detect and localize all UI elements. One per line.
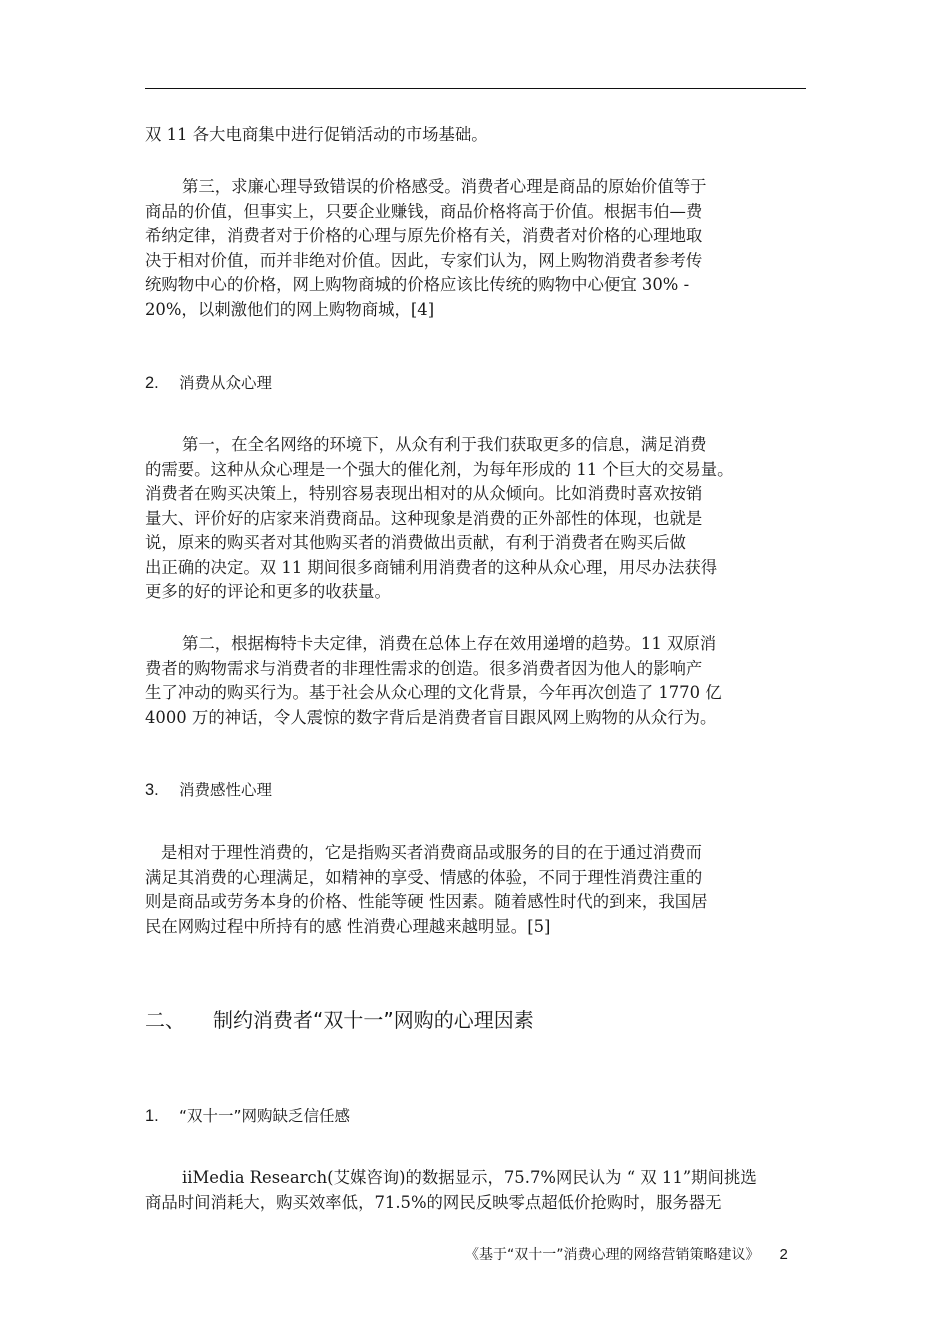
paragraph-continuation — [145, 123, 817, 148]
text-line: 决于相对价值，而并非绝对价值。因此，专家们认为，网上购物消费者参考传 — [145, 250, 703, 270]
section-heading-two — [145, 1004, 534, 1033]
text-line: 满足其消费的心理满足，如精神的享受、情感的体验，不同于理性消费注重的 — [145, 867, 703, 887]
header-rule — [145, 88, 806, 89]
text-line: 商品时间消耗大，购买效率低，71.5%的网民反映零点超低价抢购时，服务器无 — [145, 1192, 722, 1212]
text-line: 双 11 各大电商集中进行促销活动的市场基础。 — [145, 125, 488, 144]
heading-text: “双十一”网购缺乏信任感 — [179, 1107, 351, 1125]
subheading-herd-psychology — [145, 371, 272, 393]
section-number: 二、 — [145, 1008, 185, 1032]
paragraph-herd-second — [145, 632, 817, 730]
text-line: 生了冲动的购买行为。基于社会从众心理的文化背景，今年再次创造了 1770 亿 — [145, 683, 722, 702]
text-line: 更多的好的评论和更多的收获量。 — [145, 582, 391, 601]
section-title: 制约消费者“双十一”网购的心理因素 — [213, 1008, 534, 1032]
text-line: 民在网购过程中所持有的感 性消费心理越来越明显。[5] — [145, 916, 551, 936]
text-line: 第二，根据梅特卡夫定律，消费在总体上存在效用递增的趋势。11 双原消 — [182, 634, 717, 653]
text-line: 统购物中心的价格，网上购物商城的价格应该比传统的购物中心便宜 30% - — [145, 275, 690, 294]
text-line: 第三，求廉心理导致错误的价格感受。消费者心理是商品的原始价值等于 — [182, 177, 707, 196]
text-line: 商品的价值，但事实上，只要企业赚钱，商品价格将高于价值。根据韦伯—费 — [145, 201, 703, 221]
text-line: 是相对于理性消费的，它是指购买者消费商品或服务的目的在于通过消费而 — [161, 843, 702, 862]
paragraph-price-perception — [145, 175, 817, 322]
page-number: 2 — [779, 1246, 788, 1263]
text-line: 第一，在全名网络的环境下，从众有利于我们获取更多的信息，满足消费 — [182, 435, 707, 454]
text-line: iiMedia Research(艾媒咨询)的数据显示，75.7%网民认为 “ 双 11”期间挑选 — [182, 1168, 757, 1187]
text-line: 说，原来的购买者对其他购买者的消费做出贡献，有利于消费者在购买后做 — [145, 533, 686, 552]
page-footer — [465, 1244, 788, 1264]
heading-number: 1. — [145, 1107, 159, 1125]
heading-text: 消费从众心理 — [179, 374, 273, 392]
heading-text: 消费感性心理 — [179, 781, 273, 799]
paragraph-imedia-data — [145, 1166, 817, 1215]
text-line: 20%，以刺激他们的网上购物商城，[4] — [145, 299, 435, 319]
text-line: 出正确的决定。双 11 期间很多商铺利用消费者的这种从众心理，用尽办法获得 — [145, 557, 718, 577]
text-line: 消费者在购买决策上，特别容易表现出相对的从众倾向。比如消费时喜欢按销 — [145, 484, 703, 503]
text-line: 的需要。这种从众心理是一个强大的催化剂，为每年形成的 11 个巨大的交易量。 — [145, 459, 734, 479]
paragraph-herd-first — [145, 433, 817, 605]
subheading-trust — [145, 1104, 350, 1126]
paragraph-emotional — [145, 841, 817, 939]
text-line: 量大、评价好的店家来消费商品。这种现象是消费的正外部性的体现，也就是 — [145, 508, 703, 528]
footer-title: 《基于“双十一”消费心理的网络营销策略建议》 — [465, 1247, 760, 1263]
heading-number: 2. — [145, 374, 159, 392]
text-line: 则是商品或劳务本身的价格、性能等硬 性因素。随着感性时代的到来，我国居 — [145, 892, 708, 911]
heading-number: 3. — [145, 781, 159, 799]
subheading-emotional-psychology — [145, 778, 272, 800]
text-line: 希纳定律，消费者对于价格的心理与原先价格有关，消费者对价格的心理地取 — [145, 226, 703, 245]
text-line: 4000 万的神话，令人震惊的数字背后是消费者盲目跟风网上购物的从众行为。 — [145, 707, 717, 727]
text-line: 费者的购物需求与消费者的非理性需求的创造。很多消费者因为他人的影响产 — [145, 658, 703, 678]
